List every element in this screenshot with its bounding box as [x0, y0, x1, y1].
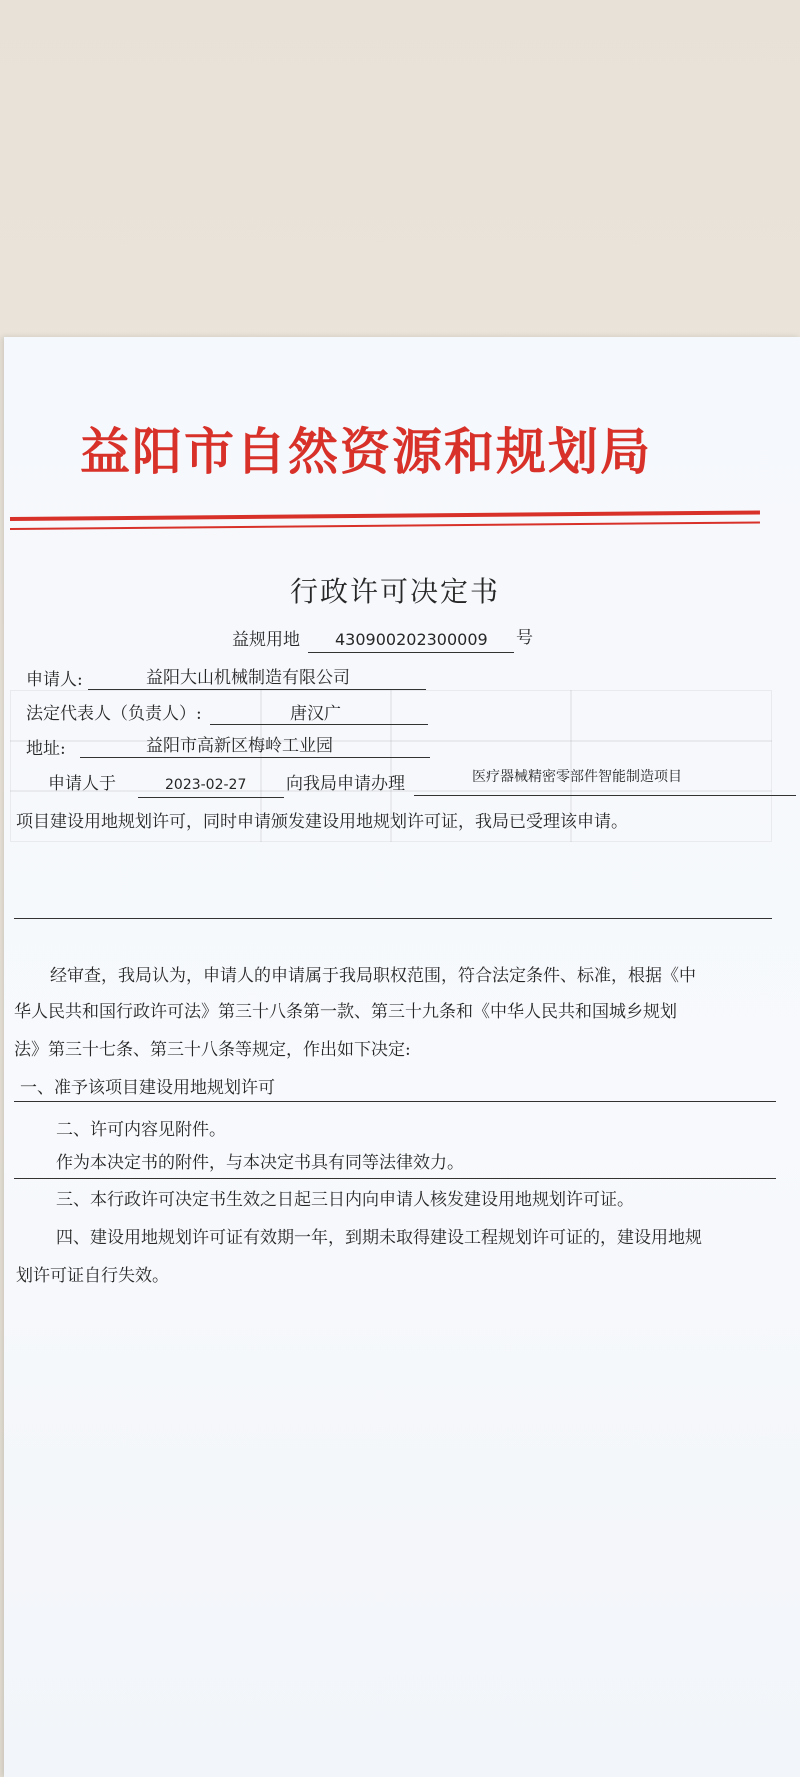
issuer-letterhead: 益阳市自然资源和规划局 — [80, 423, 652, 481]
review-line-2: 华人民共和国行政许可法》第三十八条第一款、第三十九条和《中华人民共和国城乡规划 — [14, 1002, 677, 1022]
legal-rep-value: 唐汉广 — [290, 704, 341, 724]
project-name-underline — [414, 795, 796, 796]
decision-4-line-1: 四、建设用地规划许可证有效期一年，到期未取得建设工程规划许可证的，建设用地规 — [56, 1228, 702, 1248]
address-underline — [80, 757, 430, 758]
decision-2-underline — [14, 1178, 776, 1179]
decision-1: 一、准予该项目建设用地规划许可 — [20, 1078, 275, 1098]
decision-4-line-2: 划许可证自行失效。 — [16, 1266, 169, 1286]
doc-number-value: 430900202300009 — [335, 630, 488, 649]
address-value: 益阳市高新区梅岭工业园 — [146, 736, 333, 756]
project-name: 医疗器械精密零部件智能制造项目 — [472, 769, 682, 785]
document-title: 行政许可决定书 — [290, 575, 501, 608]
application-date: 2023-02-27 — [165, 777, 247, 793]
decision-2: 二、许可内容见附件。 — [56, 1120, 226, 1140]
applicant-label: 申请人: — [26, 670, 83, 690]
decision-2-note: 作为本决定书的附件，与本决定书具有同等法律效力。 — [56, 1153, 464, 1173]
address-label: 地址: — [26, 739, 66, 759]
application-line-2: 项目建设用地规划许可，同时申请颁发建设用地规划许可证，我局已受理该申请。 — [16, 812, 628, 832]
application-date-underline — [138, 797, 284, 798]
decision-1-underline — [14, 1101, 776, 1102]
doc-number-underline — [308, 652, 514, 653]
legal-rep-underline — [210, 724, 428, 725]
decision-3: 三、本行政许可决定书生效之日起三日内向申请人核发建设用地规划许可证。 — [56, 1190, 634, 1210]
review-line-3: 法》第三十七条、第三十八条等规定，作出如下决定: — [14, 1040, 411, 1060]
legal-rep-label: 法定代表人（负责人）: — [26, 704, 202, 724]
section-divider — [14, 918, 772, 919]
review-line-1: 经审查，我局认为，申请人的申请属于我局职权范围，符合法定条件、标准，根据《中 — [50, 966, 696, 986]
applicant-value: 益阳大山机械制造有限公司 — [146, 668, 350, 688]
doc-number-suffix: 号 — [516, 628, 533, 648]
application-lead: 申请人于 — [48, 774, 116, 794]
doc-number-prefix: 益规用地 — [232, 630, 300, 650]
application-mid: 向我局申请办理 — [286, 774, 405, 794]
applicant-underline — [88, 689, 426, 690]
